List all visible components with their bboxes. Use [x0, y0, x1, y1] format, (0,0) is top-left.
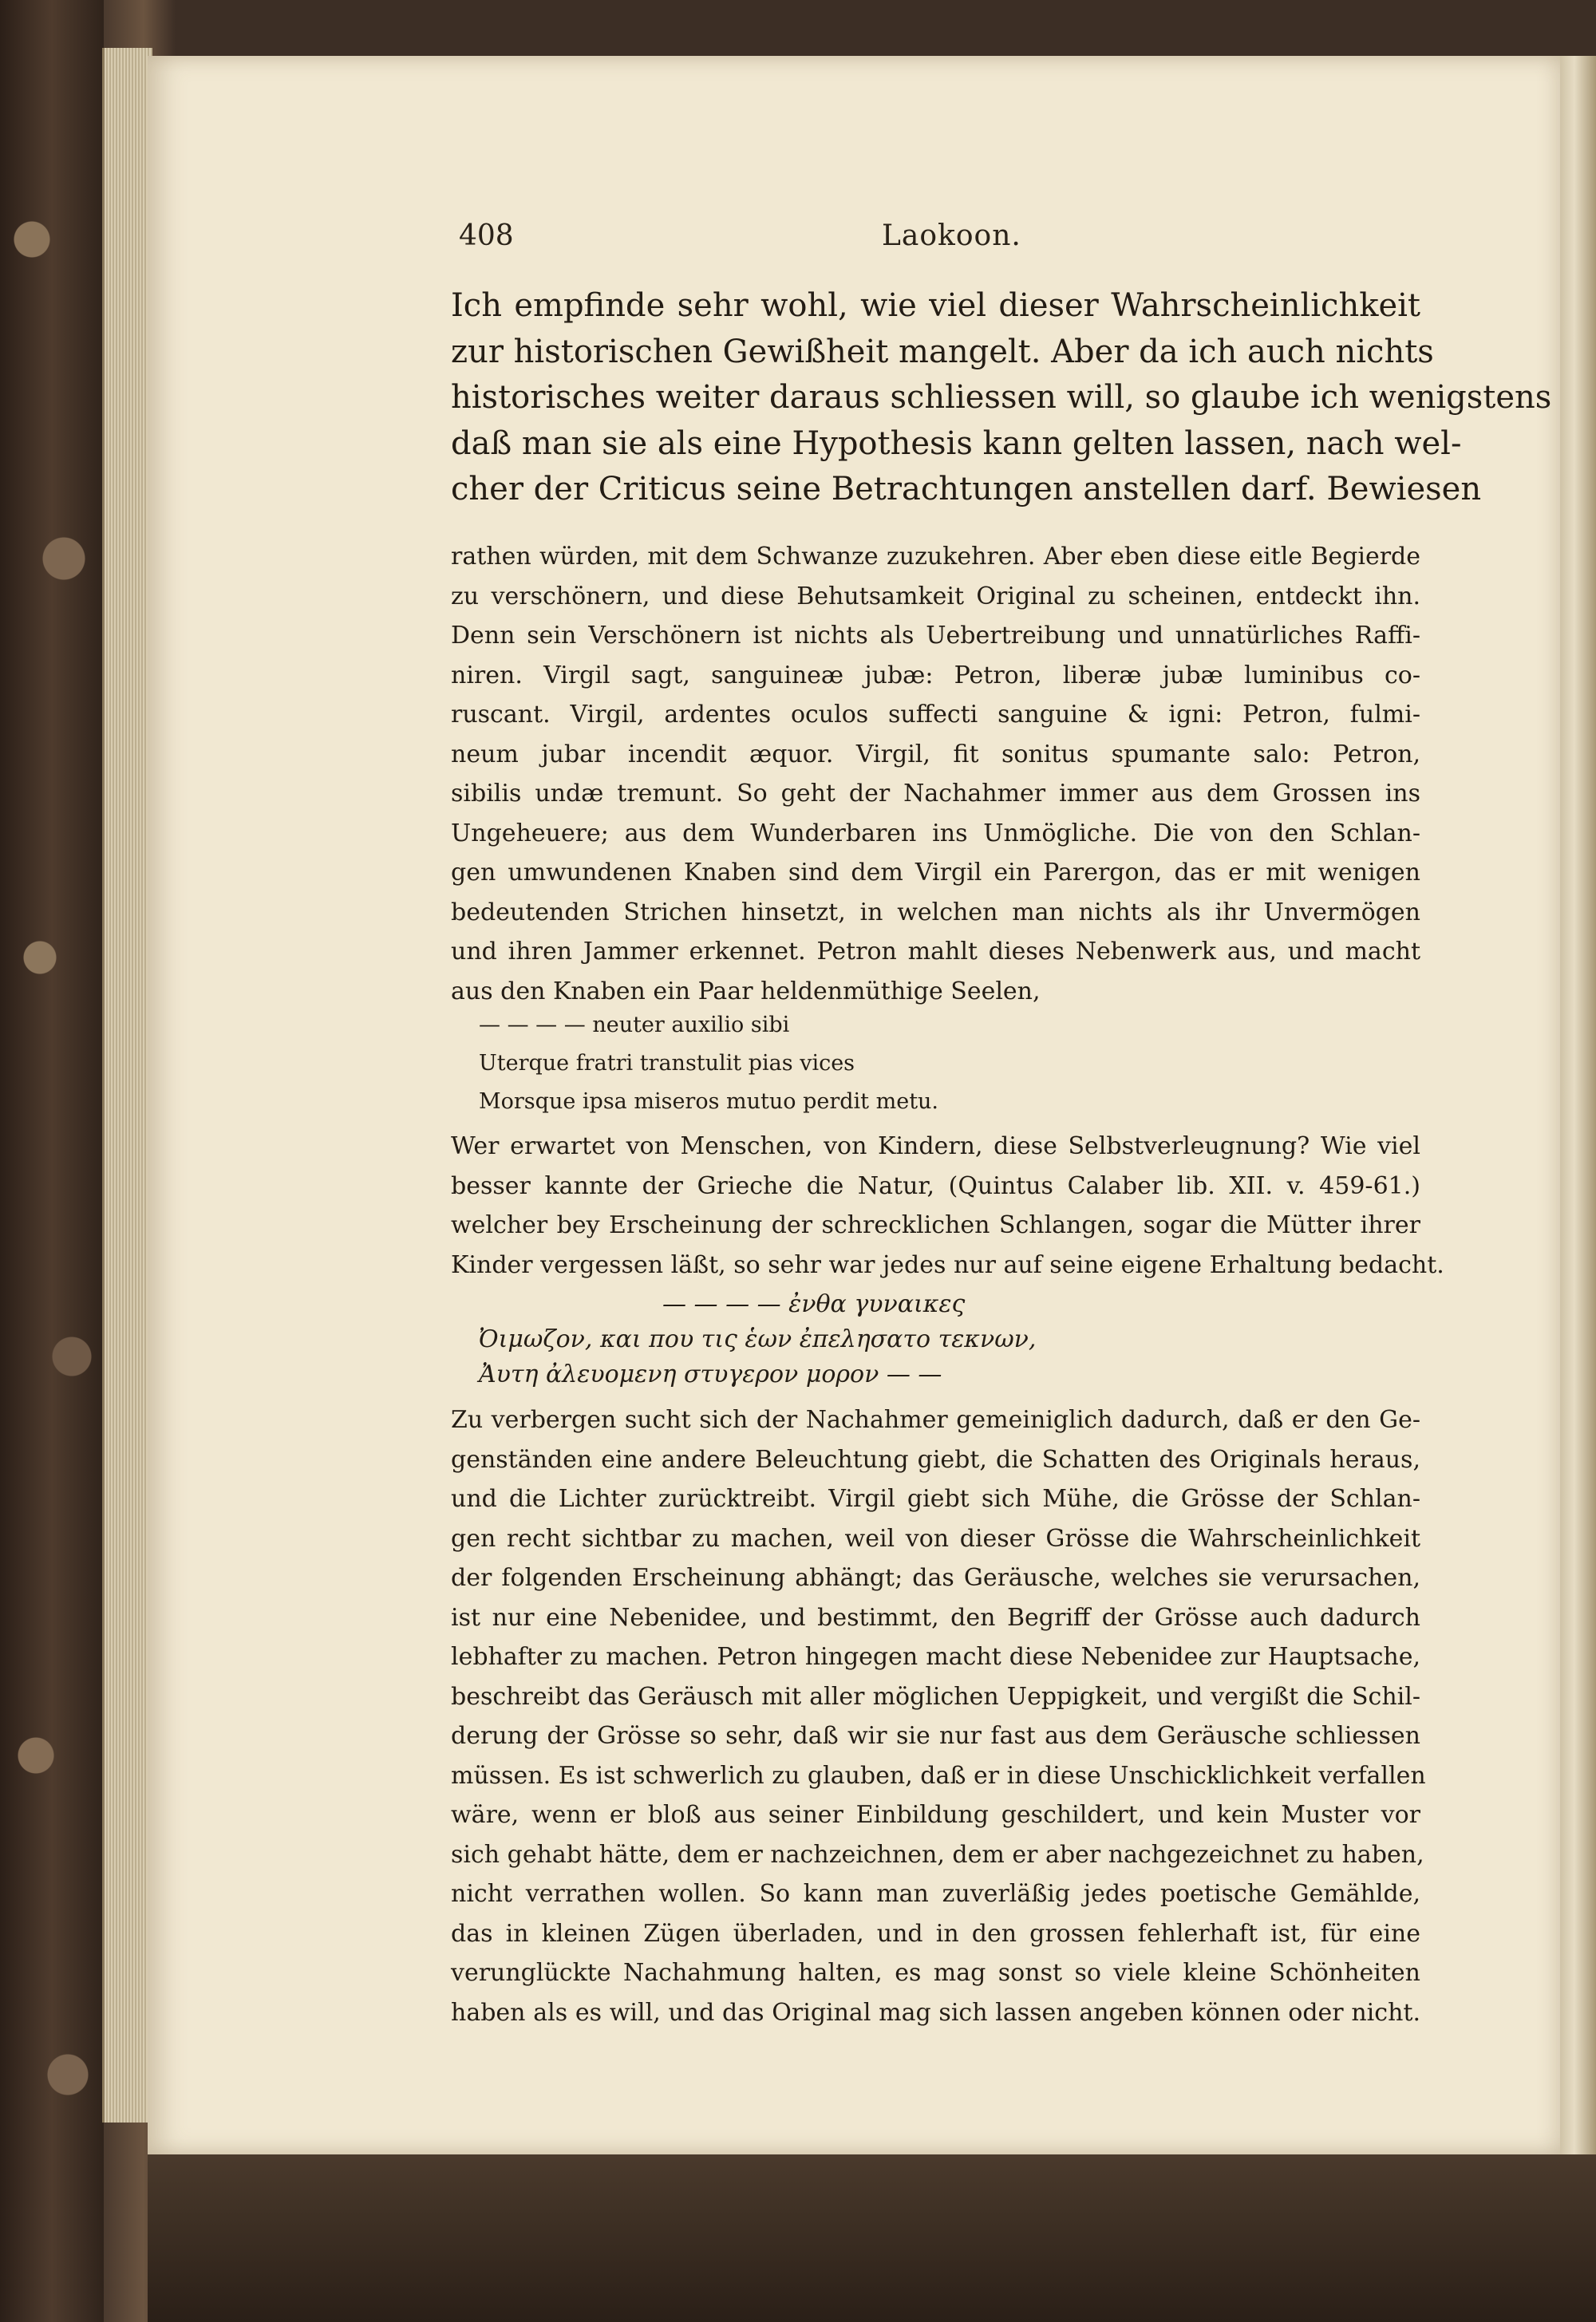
text-line: gen umwundenen Knaben sind dem Virgil ein Parergon, das er mit wenigen: [451, 859, 1420, 887]
quote-line: — — — — neuter auxilio sibi: [479, 1013, 790, 1037]
text-line: nicht verrathen wollen. So kann man zuverläßig jedes poetische Gemählde,: [451, 1880, 1420, 1908]
text-line: neum jubar incendit æquor. Virgil, fit sonitus spumante salo: Petron,: [451, 740, 1420, 768]
text-line: gen recht sichtbar zu machen, weil von dieser Grösse die Wahrscheinlichkeit: [451, 1524, 1420, 1553]
text-line: haben als es will, und das Original mag sich lassen angeben können oder nicht.: [451, 1998, 1420, 2027]
text-line: zu verschönern, und diese Behutsamkeit Original zu scheinen, entdeckt ihn.: [451, 582, 1420, 610]
text-line: derung der Grösse so sehr, daß wir sie nur fast aus dem Geräusche schliessen: [451, 1722, 1420, 1750]
page-number: 408: [459, 219, 514, 252]
text-line: genständen eine andere Beleuchtung giebt, die Schatten des Originals heraus,: [451, 1445, 1420, 1474]
text-line: lebhafter zu machen. Petron hingegen macht diese Nebenidee zur Hauptsache,: [451, 1643, 1420, 1671]
text-line: verunglückte Nachahmung halten, es mag sonst so viele kleine Schönheiten: [451, 1959, 1420, 1987]
text-line: beschreibt das Geräusch mit aller möglichen Ueppigkeit, und vergißt die Schil-: [451, 1682, 1420, 1711]
quote-line: Ὀιμωζον, και που τις ἑων ἐπελησατο τεκνων,: [479, 1325, 1037, 1353]
text-line: der folgenden Erscheinung abhängt; das Geräusche, welches sie verursachen,: [451, 1564, 1420, 1592]
book-cover-edge: [0, 0, 104, 2322]
text-line: zur historischen Gewißheit mangelt. Aber da ich auch nichts: [451, 333, 1434, 370]
text-line: und die Lichter zurücktreibt. Virgil giebt sich Mühe, die Grösse der Schlan-: [451, 1485, 1420, 1513]
footnote-block-c: [451, 1400, 1426, 2032]
text-line: sibilis undæ tremunt. So geht der Nachahmer immer aus dem Grossen ins: [451, 780, 1420, 808]
text-line: Ich empfinde sehr wohl, wie viel dieser Wahrscheinlichkeit: [451, 287, 1420, 324]
text-line: müssen. Es ist schwerlich zu glauben, daß er in diese Unschicklichkeit verfallen: [451, 1761, 1426, 1790]
text-line: Ungeheuere; aus dem Wunderbaren ins Unmögliche. Die von den Schlan-: [451, 819, 1420, 847]
intro-paragraph: [451, 283, 1552, 513]
text-line: daß man sie als eine Hypothesis kann gelten lassen, nach wel-: [451, 425, 1462, 462]
text-line: Zu verbergen sucht sich der Nachahmer gemeiniglich dadurch, daß er den Ge-: [451, 1406, 1420, 1434]
text-line: welcher bey Erscheinung der schrecklichen Schlangen, sogar die Mütter ihrer: [451, 1211, 1420, 1239]
quote-line: Morsque ipsa miseros mutuo perdit metu.: [479, 1089, 939, 1114]
text-line: bedeutenden Strichen hinsetzt, in welchen man nichts als ihr Unvermögen: [451, 898, 1420, 926]
text-line: niren. Virgil sagt, sanguineæ jubæ: Petron, liberæ jubæ luminibus co-: [451, 661, 1420, 689]
text-line: Denn sein Verschönern ist nichts als Uebertreibung und unnatürliches Raffi-: [451, 622, 1420, 650]
text-line: Kinder vergessen läßt, so sehr war jedes nur auf seine eigene Erhaltung bedacht.: [451, 1250, 1444, 1279]
facing-page-edge: [1560, 56, 1596, 2154]
greek-quotation: [479, 1287, 1357, 1392]
text-line: historisches weiter daraus schliessen will, so glaube ich wenigstens: [451, 379, 1552, 416]
footnote-block-a: [451, 537, 1420, 1011]
footnote-block-b: [451, 1127, 1444, 1285]
page-header: [459, 219, 1520, 255]
text-line: sich gehabt hätte, dem er nachzeichnen, dem er aber nachgezeichnet zu haben,: [451, 1840, 1424, 1869]
text-line: ist nur eine Nebenidee, und bestimmt, den Begriff der Grösse auch dadurch: [451, 1603, 1420, 1632]
text-line: ruscant. Virgil, ardentes oculos suffecti sanguine & igni: Petron, fulmi-: [451, 701, 1420, 729]
text-line last-line: aus den Knaben ein Paar heldenmüthige Seelen,: [451, 977, 1041, 1005]
scan-background-bottom: [148, 2154, 1596, 2322]
text-line: Wer erwartet von Menschen, von Kindern, diese Selbstverleugnung? Wie viel: [451, 1132, 1420, 1160]
quote-line: Uterque fratri transtulit pias vices: [479, 1051, 855, 1076]
text-line: das in kleinen Zügen überladen, und in den grossen fehlerhaft ist, für eine: [451, 1919, 1420, 1948]
running-head: Laokoon.: [882, 219, 1021, 252]
text-line: cher der Criticus seine Betrachtungen anstellen darf. Bewiesen: [451, 471, 1482, 507]
page-stack-edge: [102, 48, 152, 2123]
text-line: wäre, wenn er bloß aus seiner Einbildung geschildert, und kein Muster vor: [451, 1801, 1420, 1829]
quote-line: Ἀυτη ἀλευομενη στυγερον μορον — —: [479, 1360, 942, 1388]
text-line: besser kannte der Grieche die Natur, (Quintus Calaber lib. XII. v. 459-61.): [451, 1171, 1420, 1200]
latin-quotation: [479, 1006, 1357, 1121]
text-line: rathen würden, mit dem Schwanze zuzukehren. Aber eben diese eitle Begierde: [451, 543, 1420, 571]
text-line: und ihren Jammer erkennet. Petron mahlt dieses Nebenwerk aus, und macht: [451, 938, 1420, 966]
quote-line: — — — — ἐνθα γυναικες: [662, 1290, 966, 1318]
